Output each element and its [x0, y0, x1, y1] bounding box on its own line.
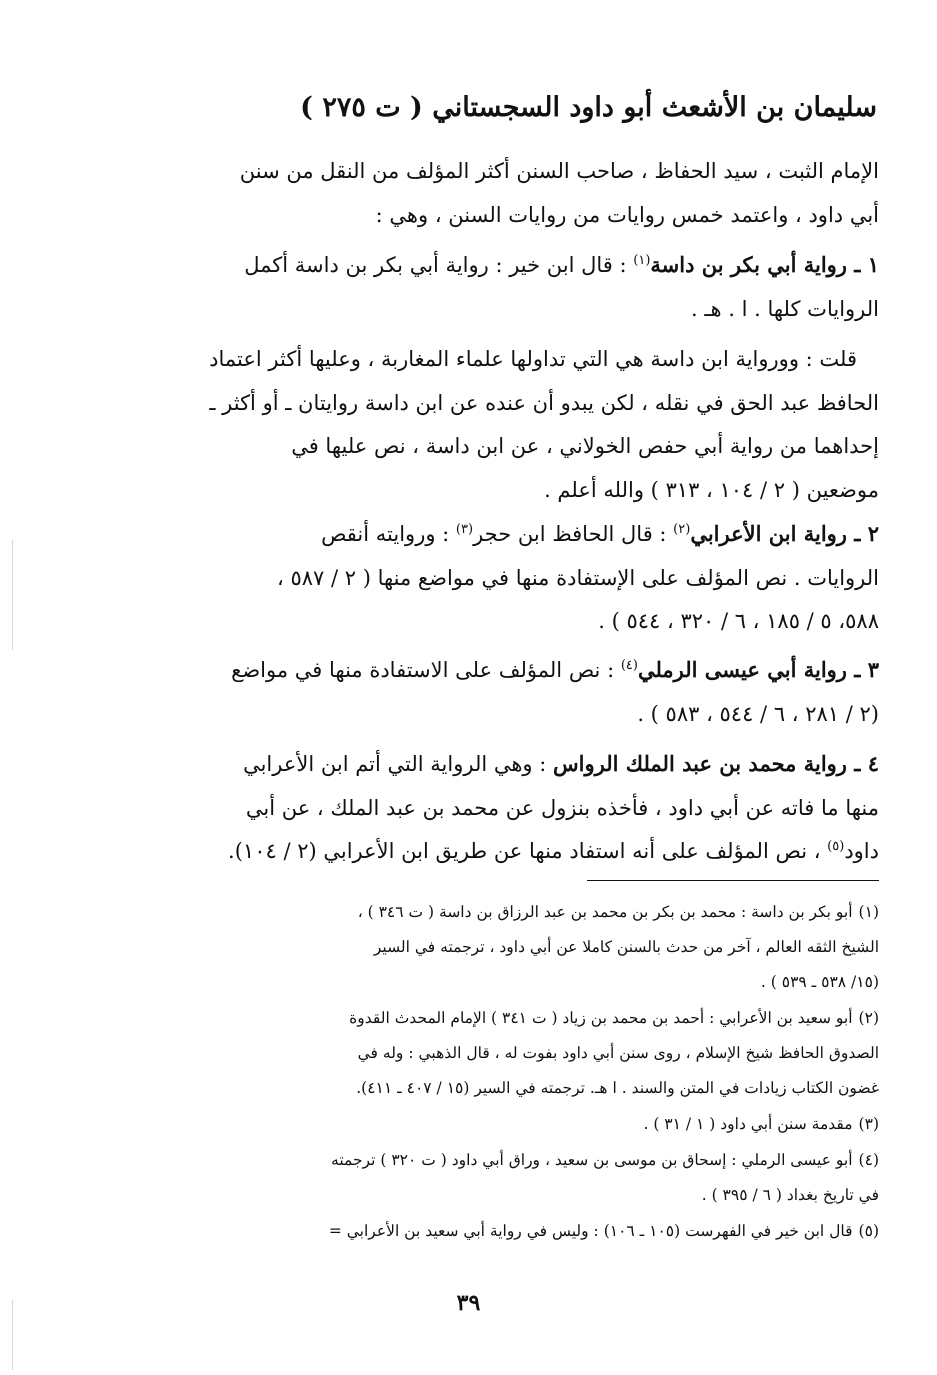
footnote-ref: (٣)	[455, 522, 474, 537]
text-line	[62, 742, 879, 787]
footnote-number: (٢)	[858, 1009, 879, 1027]
text-line: موضعين ( ٢ / ١٠٤ ، ٣١٣ ) والله أعلم .	[544, 477, 879, 502]
footnote-separator	[587, 880, 879, 881]
footnote-line: الشيخ الثقه العالم ، آخر من حدث بالسنن كاملا عن أبي داود ، ترجمته في السير	[373, 938, 879, 956]
footnote-1	[62, 895, 879, 1000]
footnote-ref: (٤)	[620, 658, 638, 673]
footnote-number: (٤)	[858, 1151, 879, 1169]
text-line	[62, 648, 879, 693]
text-line: أبي داود ، واعتمد خمس روايات من روايات السنن ، وهي :	[375, 202, 879, 227]
text-segment: : قال ابن خير : رواية أبي بكر بن داسة أكمل	[244, 253, 634, 277]
text-line: (٢ / ٢٨١ ، ٦ / ٥٤٤ ، ٥٨٣ ) .	[637, 701, 879, 726]
text-segment: داود	[844, 839, 879, 863]
text-segment: قلت : وورواية ابن داسة هي التي تداولها علماء المغاربة ، وعليها أكثر اعتماد	[209, 347, 857, 371]
footnote-line: غضون الكتاب زيادات في المتن والسند . ا هـ. ترجمته في السير (١٥ / ٤٠٧ ـ ٤١١).	[356, 1079, 879, 1097]
text-line	[62, 338, 879, 382]
text-segment: : قال الحافظ ابن حجر	[473, 522, 674, 546]
text-line: الروايات كلها . ا . هـ .	[691, 296, 879, 321]
footnote-line: الصدوق الحافظ شيخ الإسلام ، روى سنن أبي داود بفوت له ، قال الذهبي : وله في	[357, 1044, 879, 1062]
riwaya-title: ٤ ـ رواية محمد بن عبد الملك الرواس	[553, 751, 879, 776]
footnote-line	[62, 1107, 879, 1142]
footnote-line	[62, 1001, 879, 1036]
footnote-line	[62, 1214, 879, 1249]
text-line	[62, 243, 879, 288]
text-line	[62, 830, 879, 874]
footnotes	[62, 895, 879, 1250]
text-segment: : وروايته أنقص	[321, 522, 456, 546]
riwaya-title: ٢ ـ رواية ابن الأعرابي	[690, 521, 879, 546]
text-line: الروايات . نص المؤلف على الإستفادة منها في مواضع منها ( ٢ / ٥٨٧ ،	[277, 565, 879, 590]
text-line	[62, 512, 879, 557]
text-segment: أبو بكر بن داسة : محمد بن بكر بن محمد بن عبد الرزاق بن داسة ( ت ٣٤٦ ) ،	[357, 903, 853, 921]
text-segment: أبو سعيد بن الأعرابي : أحمد بن محمد بن زياد ( ت ٣٤١ ) الإمام المحدث القدوة	[349, 1009, 853, 1027]
footnote-2	[62, 1001, 879, 1106]
footnote-line	[62, 895, 879, 930]
section-heading: سليمان بن الأشعث أبو داود السجستاني ( ت ٢٧٥ )	[300, 92, 877, 123]
footnote-3	[62, 1107, 879, 1142]
footnote-line: (١٥/ ٥٣٨ ـ ٥٣٩ ) .	[760, 973, 879, 991]
text-segment: : نص المؤلف على الاستفادة منها في مواضع	[231, 658, 621, 682]
comment-paragraph	[62, 338, 879, 512]
footnote-5	[62, 1214, 879, 1249]
riwaya-item-4	[62, 742, 879, 874]
footnote-number: (٥)	[858, 1222, 879, 1240]
footnote-number: (١)	[858, 903, 879, 921]
text-segment: مقدمة سنن أبي داود ( ١ / ٣١ ) .	[643, 1115, 853, 1133]
footnote-line: في تاريخ بغداد ( ٦ / ٣٩٥ ) .	[701, 1186, 879, 1204]
page-number: ٣٩	[456, 1290, 481, 1316]
text-line: الإمام الثبت ، سيد الحفاظ ، صاحب السنن أكثر المؤلف من النقل من سنن	[239, 159, 879, 183]
footnote-ref: (٢)	[673, 522, 691, 537]
text-line: منها ما فاته عن أبي داود ، فأخذه بنزول عن محمد بن عبد الملك ، عن أبي	[245, 795, 879, 820]
footnote-line	[62, 1143, 879, 1178]
riwaya-title: ١ ـ رواية أبي بكر بن داسة	[650, 252, 879, 277]
footnote-number: (٣)	[858, 1115, 879, 1133]
footnote-4	[62, 1143, 879, 1213]
text-segment: أبو عيسى الرملي : إسحاق بن موسى بن سعيد ، وراق أبي داود ( ت ٣٢٠ ) ترجمته	[331, 1151, 853, 1169]
footnote-ref: (٥)	[827, 839, 845, 854]
text-line: إحداهما من رواية أبي حفص الخولاني ، عن ابن داسة ، نص عليها في	[291, 434, 879, 458]
text-line: الحافظ عبد الحق في نقله ، لكن يبدو أن عنده عن ابن داسة روايتان ـ أو أكثر ـ	[209, 390, 879, 415]
scan-edge-line	[12, 540, 13, 650]
intro-paragraph	[62, 150, 879, 237]
riwaya-item-1	[62, 243, 879, 331]
text-segment: قال ابن خير في الفهرست (١٠٥ ـ ١٠٦) : وليس في رواية أبي سعيد بن الأعرابي =	[328, 1222, 853, 1240]
text-line: ٥٨٨، ٥ / ١٨٥ ، ٦ / ٣٢٠ ، ٥٤٤ ) .	[598, 609, 879, 633]
riwaya-item-3	[62, 648, 879, 736]
text-segment: : وهي الرواية التي أتم ابن الأعرابي	[243, 752, 554, 776]
text-segment: ، نص المؤلف على أنه استفاد منها عن طريق ابن الأعرابي (٢ / ١٠٤).	[228, 839, 828, 863]
riwaya-title: ٣ ـ رواية أبي عيسى الرملي	[637, 657, 879, 682]
riwaya-item-2	[62, 512, 879, 644]
footnote-ref: (١)	[633, 253, 651, 268]
